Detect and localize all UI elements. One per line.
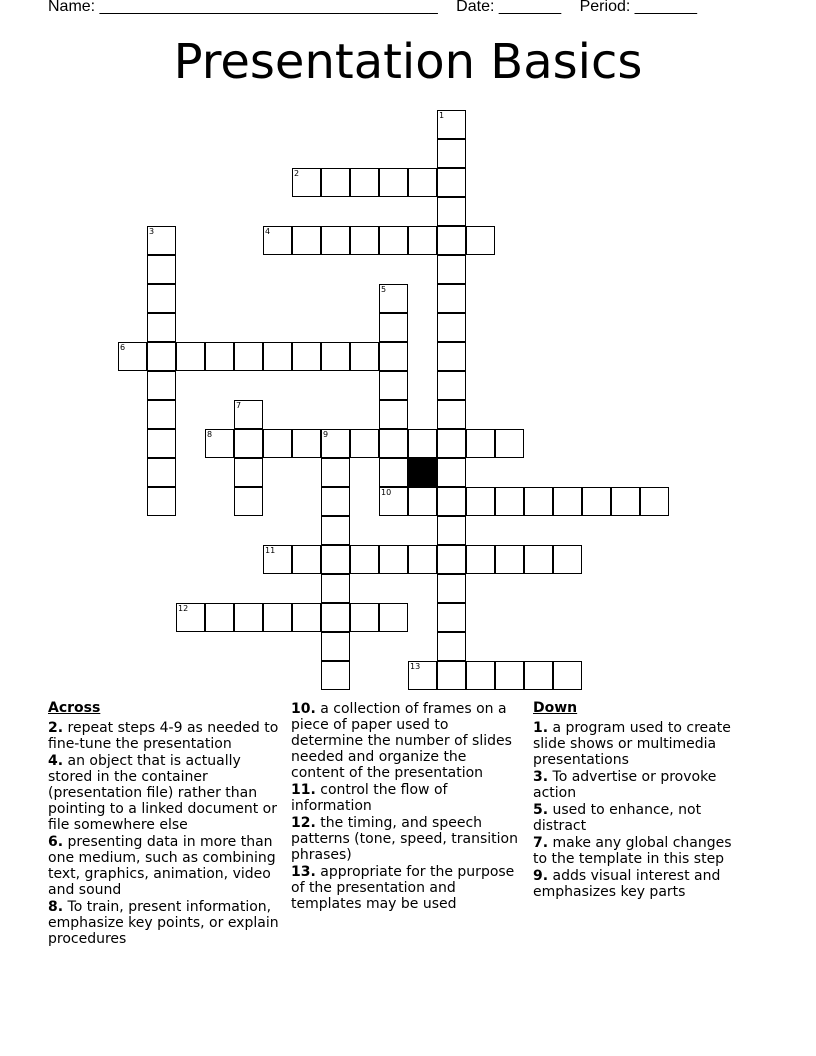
grid-cell[interactable]	[321, 545, 350, 574]
grid-cell[interactable]	[437, 168, 466, 197]
grid-cell[interactable]	[437, 284, 466, 313]
clue-number: 11.	[291, 782, 316, 798]
grid-cell[interactable]	[437, 574, 466, 603]
grid-cell[interactable]	[234, 603, 263, 632]
clue-number-label: 4	[265, 227, 271, 236]
clue-number: 9.	[533, 868, 549, 884]
name-field[interactable]: Name: ______________________________________	[48, 0, 438, 15]
clue-number: 6.	[48, 834, 64, 850]
clue-text: appropriate for the purpose of the presentation and templates may be used	[291, 864, 515, 912]
grid-cell[interactable]	[466, 487, 495, 516]
clue-number-label: 2	[294, 169, 300, 178]
clue-number: 13.	[291, 864, 316, 880]
grid-cell[interactable]	[379, 545, 408, 574]
clue-item	[533, 769, 743, 801]
black-square	[408, 458, 437, 487]
clue-number: 7.	[533, 835, 549, 851]
grid-cell[interactable]	[466, 661, 495, 690]
grid-cell[interactable]	[176, 342, 205, 371]
grid-cell[interactable]	[147, 458, 176, 487]
grid-cell[interactable]	[437, 342, 466, 371]
grid-cell[interactable]	[263, 226, 292, 255]
grid-cell[interactable]	[350, 545, 379, 574]
grid-cell[interactable]	[321, 168, 350, 197]
grid-cell[interactable]	[292, 226, 321, 255]
grid-cell[interactable]	[234, 342, 263, 371]
clue-text: a program used to create slide shows or multimedia presentations	[533, 720, 731, 768]
grid-cell[interactable]	[466, 429, 495, 458]
grid-cell[interactable]	[408, 168, 437, 197]
clue-number: 3.	[533, 769, 549, 785]
grid-cell[interactable]	[437, 603, 466, 632]
clue-number-label: 11	[265, 546, 276, 555]
clue-item	[48, 753, 280, 833]
clue-number-label: 13	[410, 662, 421, 671]
grid-cell[interactable]	[263, 429, 292, 458]
grid-cell[interactable]	[379, 371, 408, 400]
clue-item	[48, 899, 280, 947]
grid-cell[interactable]	[292, 545, 321, 574]
clue-text: the timing, and speech patterns (tone, speed, transition phrases)	[291, 815, 518, 863]
grid-cell[interactable]	[379, 458, 408, 487]
clue-text: repeat steps 4-9 as needed to fine-tune the presentation	[48, 720, 279, 752]
grid-cell[interactable]	[147, 284, 176, 313]
grid-cell[interactable]	[437, 458, 466, 487]
clue-item	[533, 720, 743, 768]
grid-cell[interactable]	[234, 400, 263, 429]
grid-cell[interactable]	[437, 139, 466, 168]
grid-cell[interactable]	[147, 226, 176, 255]
clue-item	[291, 815, 523, 863]
grid-cell[interactable]	[147, 400, 176, 429]
grid-cell[interactable]	[350, 226, 379, 255]
grid-cell[interactable]	[321, 661, 350, 690]
grid-cell[interactable]	[350, 603, 379, 632]
clue-item	[291, 782, 523, 814]
clue-item	[48, 720, 280, 752]
grid-cell[interactable]	[147, 342, 176, 371]
grid-cell[interactable]	[437, 226, 466, 255]
grid-cell[interactable]	[292, 342, 321, 371]
grid-cell[interactable]	[437, 545, 466, 574]
clue-number-label: 9	[323, 430, 329, 439]
clue-text: To train, present information, emphasize key points, or explain procedures	[48, 899, 279, 947]
grid-cell[interactable]	[379, 226, 408, 255]
grid-cell[interactable]	[611, 487, 640, 516]
grid-cell[interactable]	[379, 284, 408, 313]
clue-number: 4.	[48, 753, 64, 769]
grid-cell[interactable]	[379, 313, 408, 342]
clue-number: 12.	[291, 815, 316, 831]
clue-item	[48, 834, 280, 898]
grid-cell[interactable]	[263, 603, 292, 632]
grid-cell[interactable]	[437, 371, 466, 400]
grid-cell[interactable]	[524, 545, 553, 574]
grid-cell[interactable]	[321, 226, 350, 255]
grid-cell[interactable]	[292, 429, 321, 458]
grid-cell[interactable]	[350, 429, 379, 458]
grid-cell[interactable]	[147, 371, 176, 400]
grid-cell[interactable]	[437, 197, 466, 226]
grid-cell[interactable]	[176, 603, 205, 632]
across-clues-column-2	[291, 701, 523, 913]
clue-item	[291, 701, 523, 781]
clue-number-label: 10	[381, 488, 392, 497]
period-field[interactable]: Period: _______	[579, 0, 698, 15]
grid-cell[interactable]	[234, 487, 263, 516]
grid-cell[interactable]	[437, 487, 466, 516]
grid-cell[interactable]	[379, 603, 408, 632]
grid-cell[interactable]	[553, 545, 582, 574]
grid-cell[interactable]	[582, 487, 611, 516]
grid-cell[interactable]	[524, 661, 553, 690]
grid-cell[interactable]	[379, 342, 408, 371]
clue-text: used to enhance, not distract	[533, 802, 702, 834]
grid-cell[interactable]	[524, 487, 553, 516]
grid-cell[interactable]	[321, 603, 350, 632]
clue-text: a collection of frames on a piece of paper used to determine the number of slides needed and organize the content of the presentation	[291, 701, 512, 781]
clue-number-label: 1	[439, 111, 445, 120]
across-heading: Across	[48, 700, 101, 716]
grid-cell[interactable]	[321, 632, 350, 661]
clue-number-label: 8	[207, 430, 213, 439]
grid-cell[interactable]	[495, 429, 524, 458]
grid-cell[interactable]	[205, 429, 234, 458]
grid-cell[interactable]	[118, 342, 147, 371]
grid-cell[interactable]	[437, 110, 466, 139]
grid-cell[interactable]	[408, 487, 437, 516]
clue-text: adds visual interest and emphasizes key parts	[533, 868, 721, 900]
clue-text: control the flow of information	[291, 782, 448, 814]
clue-text: To advertise or provoke action	[533, 769, 717, 801]
clue-number: 1.	[533, 720, 549, 736]
grid-cell[interactable]	[495, 487, 524, 516]
clue-number: 8.	[48, 899, 64, 915]
grid-cell[interactable]	[466, 545, 495, 574]
grid-cell[interactable]	[234, 458, 263, 487]
grid-cell[interactable]	[321, 458, 350, 487]
grid-cell[interactable]	[408, 226, 437, 255]
grid-cell[interactable]	[495, 545, 524, 574]
grid-cell[interactable]	[437, 255, 466, 284]
grid-cell[interactable]	[437, 313, 466, 342]
grid-cell[interactable]	[437, 661, 466, 690]
grid-cell[interactable]	[553, 487, 582, 516]
grid-cell[interactable]	[263, 545, 292, 574]
grid-cell[interactable]	[437, 429, 466, 458]
grid-cell[interactable]	[437, 516, 466, 545]
down-clues-column	[533, 700, 743, 901]
grid-cell[interactable]	[234, 429, 263, 458]
down-heading: Down	[533, 700, 578, 716]
grid-cell[interactable]	[263, 342, 292, 371]
grid-cell[interactable]	[147, 255, 176, 284]
clue-item	[533, 868, 743, 900]
across-clues-column-1	[48, 700, 280, 948]
clue-number-label: 5	[381, 285, 387, 294]
clue-text: make any global changes to the template in this step	[533, 835, 732, 867]
grid-cell[interactable]	[321, 429, 350, 458]
grid-cell[interactable]	[321, 574, 350, 603]
clue-item	[291, 864, 523, 912]
grid-cell[interactable]	[495, 661, 524, 690]
grid-cell[interactable]	[292, 168, 321, 197]
grid-cell[interactable]	[379, 429, 408, 458]
clue-number-label: 12	[178, 604, 189, 613]
clue-text: presenting data in more than one medium, such as combining text, graphics, animation, video and sound	[48, 834, 276, 898]
grid-cell[interactable]	[350, 168, 379, 197]
grid-cell[interactable]	[640, 487, 669, 516]
grid-cell[interactable]	[321, 487, 350, 516]
grid-cell[interactable]	[147, 429, 176, 458]
grid-cell[interactable]	[379, 487, 408, 516]
grid-cell[interactable]	[321, 342, 350, 371]
clue-item	[533, 835, 743, 867]
grid-cell[interactable]	[437, 400, 466, 429]
clue-number: 10.	[291, 701, 316, 717]
clue-number-label: 3	[149, 227, 155, 236]
date-field[interactable]: Date: _______	[456, 0, 562, 15]
clue-number-label: 7	[236, 401, 242, 410]
clue-item	[533, 802, 743, 834]
grid-cell[interactable]	[205, 603, 234, 632]
clue-number-label: 6	[120, 343, 126, 352]
grid-cell[interactable]	[379, 400, 408, 429]
grid-cell[interactable]	[321, 516, 350, 545]
grid-cell[interactable]	[408, 661, 437, 690]
clue-number: 5.	[533, 802, 549, 818]
grid-cell[interactable]	[292, 603, 321, 632]
clue-number: 2.	[48, 720, 64, 736]
clue-text: an object that is actually stored in the container (presentation file) rather than pointing to a linked document or file somewhere else	[48, 753, 277, 833]
grid-cell[interactable]	[379, 168, 408, 197]
grid-cell[interactable]	[350, 342, 379, 371]
puzzle-title: Presentation Basics	[173, 34, 643, 90]
grid-cell[interactable]	[408, 545, 437, 574]
grid-cell[interactable]	[466, 226, 495, 255]
grid-cell[interactable]	[147, 487, 176, 516]
grid-cell[interactable]	[437, 632, 466, 661]
grid-cell[interactable]	[408, 429, 437, 458]
grid-cell[interactable]	[553, 661, 582, 690]
grid-cell[interactable]	[147, 313, 176, 342]
grid-cell[interactable]	[205, 342, 234, 371]
